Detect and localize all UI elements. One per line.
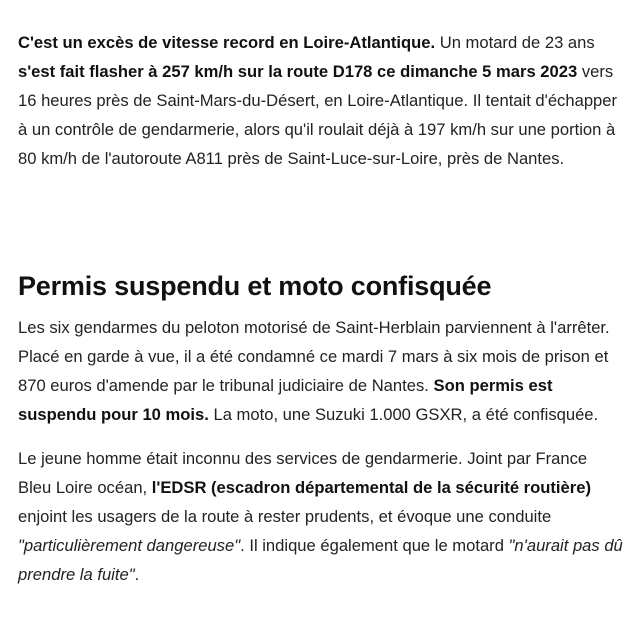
arrest-text-2: La moto, une Suzuki 1.000 GSXR, a été confisquée.	[208, 405, 599, 424]
paragraph-edsr	[18, 444, 623, 589]
edsr-text-3: . Il indique également que le motard	[240, 536, 509, 555]
edsr-text-1: Le jeune homme était inconnu des services de gendarmerie. Joint par France Bleu Loire océan,	[18, 449, 588, 497]
edsr-bold: l'EDSR (escadron départemental de la sécurité routière)	[151, 478, 591, 497]
intro-speed-bold: s'est fait flasher à 257 km/h sur la route D178 ce dimanche 5 mars 2023	[18, 62, 578, 81]
intro-text-2: vers 16 heures près de Saint-Mars-du-Désert, en Loire-Atlantique. Il tentait d'échapper à un contrôle de gendarmerie, alors qu'il roulait déjà à 197 km/h sur une portion à 80 km/h de l'autoroute A811 près de Saint-Luce-sur-Loire, près de Nantes.	[18, 62, 618, 168]
intro-lead-bold: C'est un excès de vitesse record en Loire-Atlantique.	[18, 33, 436, 52]
paragraph-arrest	[18, 313, 623, 429]
license-suspended-bold: Son permis est suspendu pour 10 mois.	[18, 376, 553, 424]
edsr-text-2: enjoint les usagers de la route à rester prudents, et évoque une conduite	[18, 507, 552, 526]
arrest-text-1: Les six gendarmes du peloton motorisé de Saint-Herblain parviennent à l'arrêter. Placé en garde à vue, il a été condamné ce mardi 7 mars à six mois de prison et 870 euros d'amende par le tribunal judiciaire de Nantes.	[18, 318, 610, 395]
intro-text-1: Un motard de 23 ans	[435, 33, 595, 52]
intro-paragraph	[18, 28, 623, 173]
quote-dangerous: "particulièrement dangereuse"	[18, 536, 241, 555]
section-heading: Permis suspendu et moto confisquée	[18, 271, 492, 301]
quote-flee: "n'aurait pas dû prendre la fuite"	[18, 536, 623, 584]
edsr-text-4: .	[134, 565, 140, 584]
